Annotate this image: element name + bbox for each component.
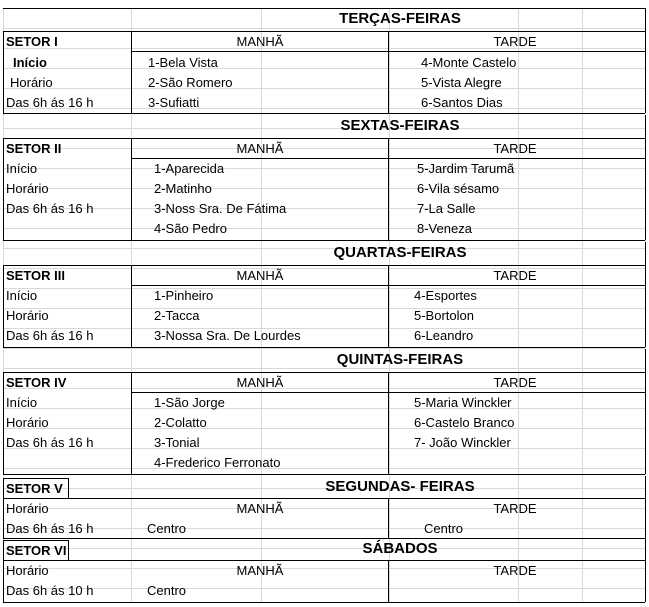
label-hours-5: Das 6h ás 16 h	[6, 521, 94, 536]
table-border	[645, 115, 646, 240]
gridline-row	[3, 348, 645, 349]
table-border	[388, 498, 389, 538]
gridline-row	[3, 428, 645, 429]
gridline-row	[3, 68, 645, 69]
table-border	[3, 240, 645, 241]
manha-header-2: MANHÃ	[236, 141, 284, 156]
label-inicio-4: Início	[6, 395, 38, 410]
gridline-row	[3, 468, 645, 469]
tarde-item-2-3: 7-La Salle	[417, 201, 476, 216]
gridline-row	[3, 408, 645, 409]
table-border	[3, 540, 4, 602]
table-border	[3, 347, 645, 348]
tarde-item-4-1: 5-Maria Winckler	[414, 395, 512, 410]
gridline-row	[3, 228, 645, 229]
tarde-header-6: TARDE	[493, 563, 537, 578]
tarde-item-3-1: 4-Esportes	[414, 288, 477, 303]
manha-item-3-2: 2-Tacca	[154, 308, 200, 323]
label-hours-4: Das 6h ás 16 h	[6, 435, 94, 450]
gridline-row	[3, 208, 645, 209]
table-border	[645, 349, 646, 474]
manha-item-2-4: 4-São Pedro	[154, 221, 227, 236]
label-horario-6: Horário	[6, 563, 49, 578]
manha-header-3: MANHÃ	[236, 268, 284, 283]
manha-item-2-2: 2-Matinho	[154, 181, 212, 196]
manha-header-1: MANHÃ	[236, 34, 284, 49]
manha-item-4-3: 3-Tonial	[154, 435, 200, 450]
tarde-item-1-1: 4-Monte Castelo	[421, 55, 517, 70]
gridline-row	[3, 528, 645, 529]
table-border	[68, 540, 69, 560]
manha-item-4-2: 2-Colatto	[154, 415, 207, 430]
label-inicio-1: Início	[13, 55, 47, 70]
tarde-item-3-3: 6-Leandro	[414, 328, 474, 343]
manha-item-3-3: 3-Nossa Sra. De Lourdes	[154, 328, 301, 343]
label-horario-2: Horário	[6, 181, 49, 196]
label-inicio-3: Início	[6, 288, 38, 303]
manha-item-2-1: 1-Aparecida	[154, 161, 225, 176]
day-title-quintas: QUINTAS-FEIRAS	[336, 351, 464, 368]
table-border	[3, 474, 645, 475]
manha-item-4-1: 1-São Jorge	[154, 395, 225, 410]
gridline-row	[3, 448, 645, 449]
tarde-item-1-3: 6-Santos Dias	[421, 95, 503, 110]
day-title-segundas: SEGUNDAS- FEIRAS	[325, 478, 475, 495]
sector-label-3: SETOR III	[6, 268, 65, 283]
table-border	[3, 602, 645, 603]
tarde-item-5-1: Centro	[424, 521, 464, 536]
table-border	[3, 372, 4, 474]
manha-header-4: MANHÃ	[236, 375, 284, 390]
tarde-header-2: TARDE	[493, 141, 537, 156]
tarde-header-1: TARDE	[493, 34, 537, 49]
label-hours-2: Das 6h ás 16 h	[6, 201, 94, 216]
table-border	[645, 8, 646, 113]
manha-header-6: MANHÃ	[236, 563, 284, 578]
table-border	[645, 242, 646, 347]
gridline-row	[3, 88, 645, 89]
manha-item-4-4: 4-Frederico Ferronato	[154, 455, 281, 470]
label-horario-5: Horário	[6, 501, 49, 516]
table-border	[388, 138, 389, 240]
sector-label-2: SETOR II	[6, 141, 62, 156]
day-title-tercas: TERÇAS-FEIRAS	[339, 10, 461, 27]
day-title-quartas: QUARTAS-FEIRAS	[333, 244, 467, 261]
manha-item-1-3: 3-Sufiatti	[148, 95, 200, 110]
table-border	[388, 31, 389, 113]
tarde-header-3: TARDE	[493, 268, 537, 283]
tarde-header-5: TARDE	[493, 501, 537, 516]
tarde-item-2-2: 6-Vila sésamo	[417, 181, 500, 196]
gridline-row	[3, 288, 645, 289]
gridline-row	[3, 308, 645, 309]
label-hours-1: Das 6h ás 16 h	[6, 95, 94, 110]
table-border	[3, 31, 4, 113]
label-horario-3: Horário	[6, 308, 49, 323]
manha-header-5: MANHÃ	[236, 501, 284, 516]
table-border	[645, 476, 646, 538]
gridline-row	[3, 588, 645, 589]
tarde-item-3-2: 5-Bortolon	[414, 308, 474, 323]
table-border	[645, 538, 646, 602]
day-title-sextas: SEXTAS-FEIRAS	[340, 117, 460, 134]
label-hours-6: Das 6h ás 10 h	[6, 583, 94, 598]
tarde-item-2-1: 5-Jardim Tarumã	[417, 161, 515, 176]
label-inicio-2: Início	[6, 161, 38, 176]
table-border	[388, 265, 389, 347]
manha-item-5-1: Centro	[147, 521, 187, 536]
gridline-row	[3, 108, 645, 109]
table-border	[3, 478, 4, 538]
manha-item-6-1: Centro	[147, 583, 187, 598]
tarde-item-1-2: 5-Vista Alegre	[421, 75, 502, 90]
label-hours-3: Das 6h ás 16 h	[6, 328, 94, 343]
table-border	[3, 265, 4, 347]
table-border	[3, 113, 645, 114]
gridline-row	[3, 328, 645, 329]
manha-item-2-3: 3-Noss Sra. De Fátima	[154, 201, 287, 216]
table-border	[3, 138, 4, 240]
manha-item-3-1: 1-Pinheiro	[154, 288, 214, 303]
tarde-item-2-4: 8-Veneza	[417, 221, 472, 236]
gridline-row	[3, 168, 645, 169]
manha-item-1-2: 2-São Romero	[148, 75, 233, 90]
table-border	[388, 372, 389, 474]
sector-label-1: SETOR I	[6, 34, 58, 49]
tarde-item-4-3: 7- João Winckler	[414, 435, 511, 450]
table-border	[68, 478, 69, 498]
label-horario-4: Horário	[6, 415, 49, 430]
tarde-item-4-2: 6-Castelo Branco	[414, 415, 515, 430]
manha-item-1-1: 1-Bela Vista	[148, 55, 218, 70]
day-title-sabados: SÁBADOS	[362, 540, 438, 557]
label-horario-1: Horário	[10, 75, 53, 90]
table-border	[388, 560, 389, 602]
sector-label-6: SETOR VI	[6, 543, 67, 558]
gridline-row	[3, 188, 645, 189]
sector-label-5: SETOR V	[6, 481, 63, 496]
sector-label-4: SETOR IV	[6, 375, 67, 390]
tarde-header-4: TARDE	[493, 375, 537, 390]
